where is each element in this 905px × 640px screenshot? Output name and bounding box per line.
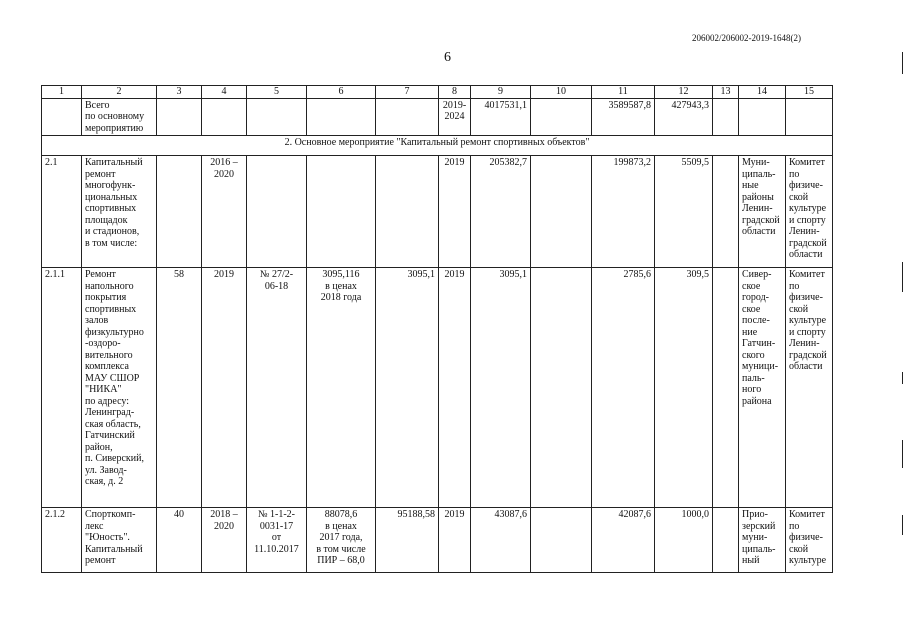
- cell-code: 2.1: [42, 156, 82, 268]
- cell-col10: [531, 508, 592, 573]
- cell-estimate: 88078,6 в ценах 2017 года, в том числе ПИР – 68,0: [307, 508, 376, 573]
- cell-cost: [376, 156, 439, 268]
- column-number-row: [42, 86, 833, 99]
- cell-total: 3095,1: [471, 268, 531, 508]
- cell-col10: [531, 268, 592, 508]
- section-row: [42, 136, 833, 156]
- cell-code: [42, 98, 82, 136]
- cell-name: Всего по основному мероприятию: [82, 98, 157, 136]
- column-header: 4: [202, 86, 247, 99]
- cell-col15: [786, 98, 833, 136]
- scan-edge-mark: [902, 440, 903, 468]
- cell-document: [247, 156, 307, 268]
- cell-regional: 3589587,8: [592, 98, 655, 136]
- cell-estimate: [307, 156, 376, 268]
- cell-local: 309,5: [655, 268, 713, 508]
- cell-col3: [157, 156, 202, 268]
- cell-regional: 199873,2: [592, 156, 655, 268]
- cell-estimate: 3095,116 в ценах 2018 года: [307, 268, 376, 508]
- cell-col3: 58: [157, 268, 202, 508]
- cell-col10: [531, 98, 592, 136]
- column-header: 9: [471, 86, 531, 99]
- cell-regional: 2785,6: [592, 268, 655, 508]
- cell-year: 2019: [439, 508, 471, 573]
- cell-col4: [202, 98, 247, 136]
- cell-code: 2.1.1: [42, 268, 82, 508]
- column-header: 2: [82, 86, 157, 99]
- cell-responsible: Комитет по физиче- ской культуре и спорту Ленин- градской области: [786, 156, 833, 268]
- column-header: 14: [739, 86, 786, 99]
- column-header: 10: [531, 86, 592, 99]
- scan-edge-mark: [902, 515, 903, 535]
- table-row: [42, 156, 833, 268]
- cell-responsible: Комитет по физиче- ской культуре: [786, 508, 833, 573]
- cell-col10: [531, 156, 592, 268]
- scan-edge-mark: [902, 52, 903, 74]
- section-title: 2. Основное мероприятие "Капитальный ремонт спортивных объектов": [42, 136, 833, 156]
- page-number: 6: [444, 50, 451, 65]
- cell-col13: [713, 98, 739, 136]
- program-table: [41, 85, 833, 573]
- cell-period: 2018 – 2020: [202, 508, 247, 573]
- cell-code: 2.1.2: [42, 508, 82, 573]
- scan-edge-mark: [902, 372, 903, 384]
- cell-col14: [739, 98, 786, 136]
- cell-document: № 27/2- 06-18: [247, 268, 307, 508]
- cell-col7: [376, 98, 439, 136]
- cell-local: 5509,5: [655, 156, 713, 268]
- cell-name: Капитальный ремонт многофунк- циональных спортивных площадок и стадионов, в том числе:: [82, 156, 157, 268]
- column-header: 13: [713, 86, 739, 99]
- cell-local: 427943,3: [655, 98, 713, 136]
- cell-cost: 95188,58: [376, 508, 439, 573]
- cell-year: 2019: [439, 156, 471, 268]
- cell-col6: [307, 98, 376, 136]
- cell-cost: 3095,1: [376, 268, 439, 508]
- cell-participant: Прио- зерский муни- ципаль- ный: [739, 508, 786, 573]
- column-header: 5: [247, 86, 307, 99]
- cell-col3: 40: [157, 508, 202, 573]
- cell-participant: Сивер- ское город- ское после- ние Гатчин- ского муници- паль- ного района: [739, 268, 786, 508]
- cell-name: Спорткомп- лекс "Юность". Капитальный ремонт: [82, 508, 157, 573]
- cell-regional: 42087,6: [592, 508, 655, 573]
- column-header: 12: [655, 86, 713, 99]
- cell-local: 1000,0: [655, 508, 713, 573]
- column-header: 8: [439, 86, 471, 99]
- cell-col5: [247, 98, 307, 136]
- document-id: 206002/206002-2019-1648(2): [692, 33, 801, 43]
- cell-col13: [713, 268, 739, 508]
- cell-period: 2016 – 2020: [202, 156, 247, 268]
- scan-edge-mark: [902, 262, 903, 292]
- column-header: 3: [157, 86, 202, 99]
- table-row: [42, 508, 833, 573]
- cell-year: 2019: [439, 268, 471, 508]
- table-row-total: [42, 98, 833, 136]
- column-header: 15: [786, 86, 833, 99]
- column-header: 11: [592, 86, 655, 99]
- table-row: [42, 268, 833, 508]
- cell-name: Ремонт напольного покрытия спортивных залов физкультурно -оздоро- вительного комплекса МАУ СШОР "НИКА" по адресу: Ленинград- ская область, Гатчинский район, п. Сиверский, ул. Завод- ская, д. 2: [82, 268, 157, 508]
- cell-total: 205382,7: [471, 156, 531, 268]
- cell-col13: [713, 508, 739, 573]
- cell-year: 2019- 2024: [439, 98, 471, 136]
- cell-period: 2019: [202, 268, 247, 508]
- cell-document: № 1-1-2- 0031-17 от 11.10.2017: [247, 508, 307, 573]
- cell-col13: [713, 156, 739, 268]
- cell-total: 43087,6: [471, 508, 531, 573]
- cell-responsible: Комитет по физиче- ской культуре и спорту Ленин- градской области: [786, 268, 833, 508]
- column-header: 7: [376, 86, 439, 99]
- column-header: 1: [42, 86, 82, 99]
- cell-total: 4017531,1: [471, 98, 531, 136]
- cell-col3: [157, 98, 202, 136]
- column-header: 6: [307, 86, 376, 99]
- cell-participant: Муни- ципаль- ные районы Ленин- градской области: [739, 156, 786, 268]
